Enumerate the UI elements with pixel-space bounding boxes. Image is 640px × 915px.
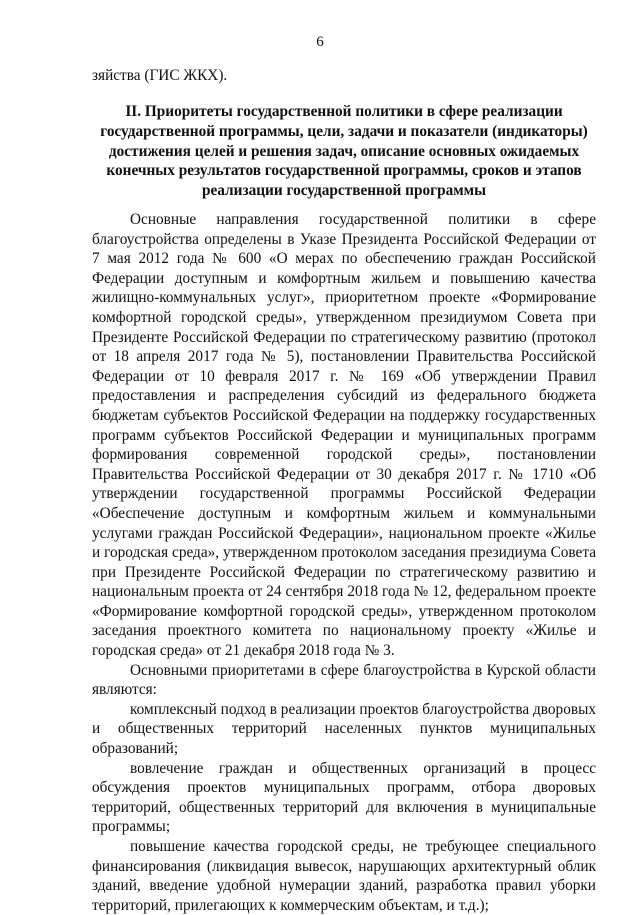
paragraph: Основными приоритетами в сфере благоустройства в Курской области являются: [92, 661, 596, 699]
body-text [92, 210, 596, 915]
paragraph: вовлечение граждан и общественных организаций в процесс обсуждения проектов муниципальных программ, отбора дворовых территорий, общественных территорий для включения в муниципальные программы; [92, 759, 596, 836]
section-heading: II. Приоритеты государственной политики в сфере реализации государственной программы, цели, задачи и показатели (индикаторы) достижения целей и решения задач, описание основных ожидаемых конечных результатов государственной программы, сроков и этапов реализации государственной программы [100, 103, 588, 200]
paragraph: комплексный подход в реализации проектов благоустройства дворовых и общественных территорий населенных пунктов муниципальных образований; [92, 700, 596, 758]
page-number: 6 [316, 34, 324, 50]
paragraph: повышение качества городской среды, не требующее специального финансирования (ликвидация вывесок, нарушающих архитектурный облик зданий, введение удобной нумерации зданий, разработка правил уборки территорий, прилегающих к коммерческим объектам, и т.д.); [92, 838, 596, 914]
continuation-text: зяйства (ГИС ЖКХ). [92, 67, 228, 84]
paragraph: Основные направления государственной политики в сфере благоустройства определены в Указе Президента Российской Федерации от 7 мая 2012 года № 600 «О мерах по обеспечению граждан Российской Федерации доступным и комфортным жильем и повышению качества жилищно-коммунальных услуг», приоритетном проекте «Формирование комфортной городской среды», утвержденном президиумом Совета при Президенте Российской Федерации по стратегическому развитию (протокол от 18 апреля 2017 года № 5), постановлении Правительства Российской Федерации от 10 февраля 2017 г. № 169 «Об утверждении Правил предоставления и распределения субсидий из федерального бюджета бюджетам субъектов Российской Федерации на поддержку государственных программ субъектов Российской Федерации и муниципальных программ формирования современной городской среды», постановлении Правительства Российской Федерации от 30 декабря 2017 г. № 1710 «Об утверждении государственной программы Российской Федерации «Обеспечение доступным и комфортным жильем и коммунальными услугами граждан Российской Федерации», национальном проекте «Жилье и городская среда», утвержденном протоколом заседания президиума Совета при Президенте Российской Федерации по стратегическому развитию и национальным проекта от 24 сентября 2018 года № 12, федеральном проекте «Формирование комфортной городской среды», утвержденном протоколом заседания проектного комитета по национальному проекту «Жилье и городская среда» от 21 декабря 2018 года № 3. [92, 211, 596, 660]
